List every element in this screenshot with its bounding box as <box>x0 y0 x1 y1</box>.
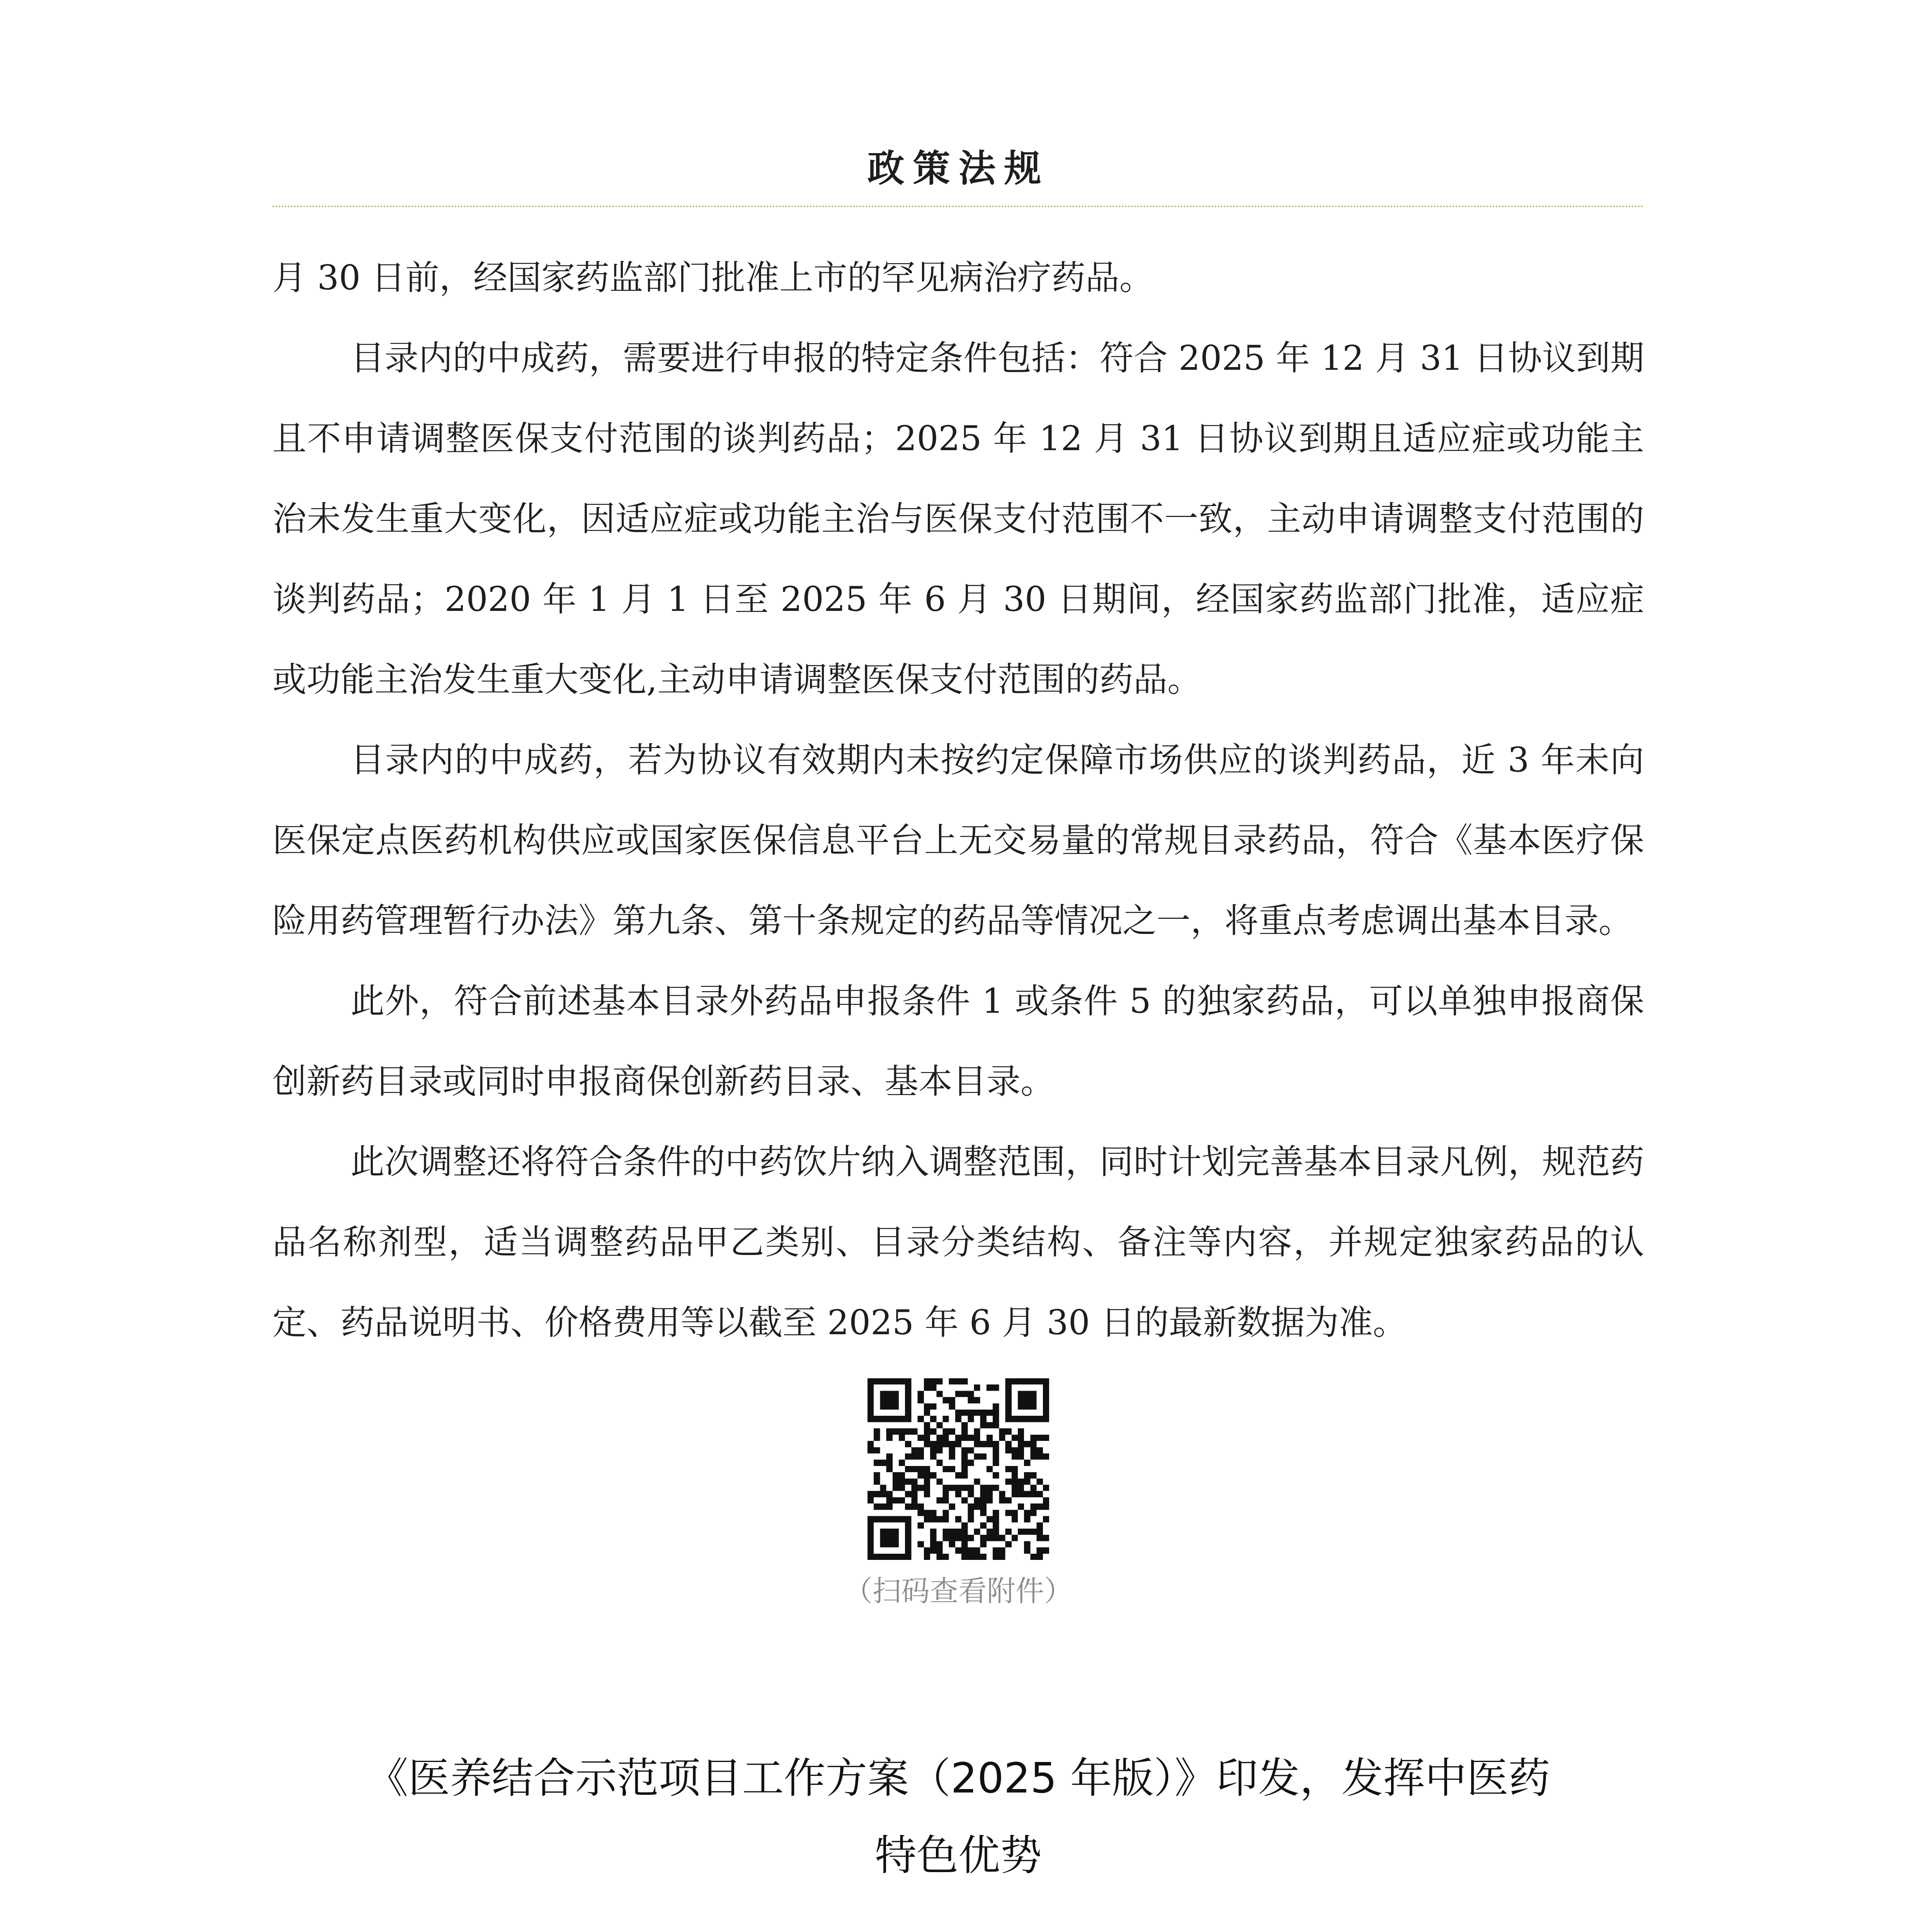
paragraph-reporting-conditions: 目录内的中成药，需要进行申报的特定条件包括：符合 2025 年 12 月 31 日协议到期且不申请调整医保支付范围的谈判药品；2025 年 12 月 31 日协议到期且适应症或功能主治未发生重大变化，因适应症或功能主治与医保支付范围不一致，主动申请调整支付范围的谈判药品；2020 年 1 月 1 日至 2025 年 6 月 30 日期间，经国家药监部门批准，适应症或功能主治发生重大变化,主动申请调整医保支付范围的药品。 <box>272 338 1644 699</box>
qr-block <box>272 1378 1644 1612</box>
article-title-line-2: 特色优势 <box>874 1832 1042 1880</box>
article-title <box>272 1740 1644 1895</box>
header-divider <box>272 206 1644 207</box>
paragraph-herbal-pieces: 此次调整还将符合条件的中药饮片纳入调整范围，同时计划完善基本目录凡例，规范药品名称剂型，适当调整药品甲乙类别、目录分类结构、备注等内容，并规定独家药品的认定、药品说明书、价格费用等以截至 2025 年 6 月 30 日的最新数据为准。 <box>272 1142 1644 1342</box>
paragraph-removal-conditions: 目录内的中成药，若为协议有效期内未按约定保障市场供应的谈判药品，近 3 年未向医保定点医药机构供应或国家医保信息平台上无交易量的常规目录药品，符合《基本医疗保险用药管理暂行办法》第九条、第十条规定的药品等情况之一，将重点考虑调出基本目录。 <box>272 740 1644 940</box>
article-paragraph-date <box>272 1922 1644 1932</box>
section-title: 政策法规 <box>867 146 1050 190</box>
qr-caption: （扫码查看附件） <box>844 1575 1073 1608</box>
article-body <box>272 1922 1644 1932</box>
article-title-line-1: 《医养结合示范项目工作方案（2025 年版）》印发，发挥中医药 <box>366 1754 1550 1803</box>
paragraph-exclusive-drugs: 此外，符合前述基本目录外药品申报条件 1 或条件 5 的独家药品，可以单独申报商保创新药目录或同时申报商保创新药目录、基本目录。 <box>272 981 1644 1101</box>
qr-code[interactable] <box>867 1378 1049 1560</box>
page-content <box>272 238 1644 1932</box>
paragraph-continued: 月 30 日前，经国家药监部门批准上市的罕见病治疗药品。 <box>272 258 1153 298</box>
